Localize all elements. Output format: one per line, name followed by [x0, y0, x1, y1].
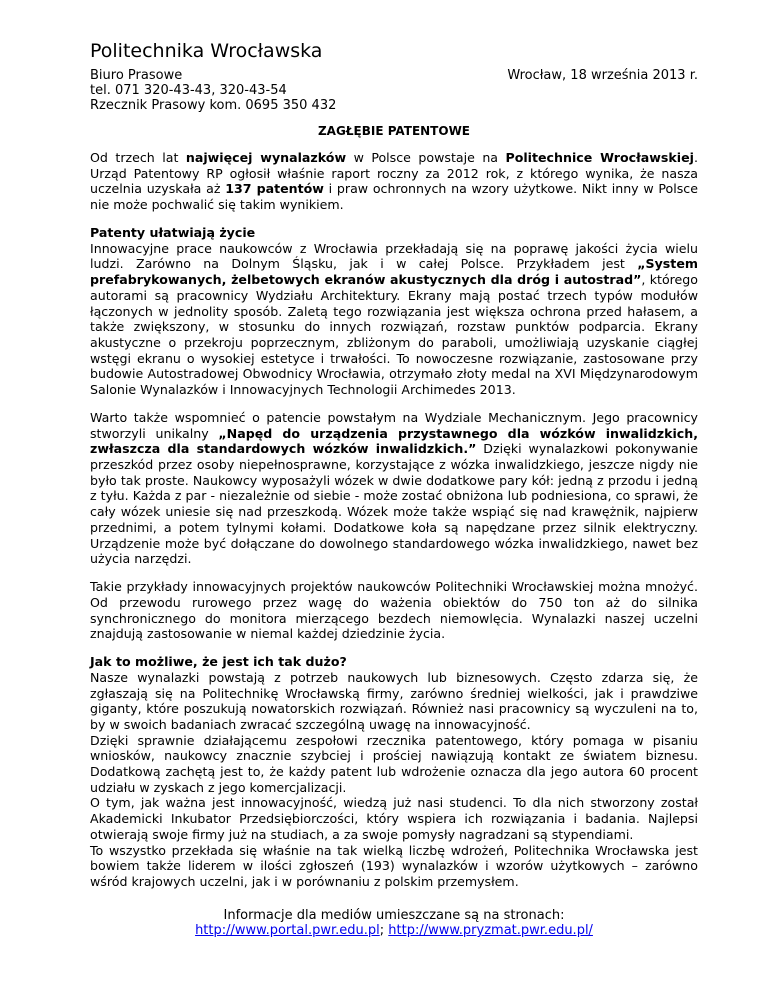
section-heading: Jak to możliwe, że jest ich tak dużo?	[90, 654, 347, 670]
document-title: ZAGŁĘBIE PATENTOWE	[317, 124, 471, 138]
pryzmat-link[interactable]: http://www.pryzmat.pwr.edu.pl/	[388, 923, 593, 938]
bold-run: najwięcej wynalazków	[185, 150, 347, 165]
organization-name: Politechnika Wrocławska	[90, 40, 323, 62]
section-patents-paragraph	[90, 225, 698, 398]
text-run: , którego autorami są pracownicy Wydziału Architektury. Ekrany mają postać trzech typów modułów łączonych w jednolity sposób. Zaletą tego rozwiązania jest większa ochrona przed hałasem, a także zwiększony, w stosunku do innych rozwiązań, rozstaw punktów podparcia. Ekrany akustyczne o przekroju poprzecznym, zbliżonym do paraboli, umożliwiają uzyskanie ciągłej wstęgi ekranu o wysokiej estetyce i trwałości. To nowoczesne rozwiązanie, zastosowane przy budowie Autostradowej Obwodnicy Wrocławia, otrzymało złoty medal na XVI Międzynarodowym Salonie Wynalazków i Innowacyjnych Technologii Archimedes 2013.	[90, 272, 698, 398]
place-and-date: Wrocław, 18 września 2013 r.	[507, 68, 698, 83]
examples-paragraph: Takie przykłady innowacyjnych projektów naukowców Politechniki Wrocławskiej można mnożyć. Od przewodu rurowego przez wagę do ważenia obiektów do 750 ton aż do silnika synchronicznego do monitora mierzącego bezdech niemowlęcia. Wynalazki naszej uczelni znajdują zastosowanie w niemal każdej dziedzinie życia.	[90, 579, 698, 642]
press-office-contact	[90, 68, 336, 113]
section-heading: Patenty ułatwiają życie	[90, 225, 256, 240]
link-separator: ;	[379, 923, 389, 938]
section-why-paragraph	[90, 654, 698, 890]
text-line: To wszystko przekłada się właśnie na tak wielką liczbę wdrożeń, Politechnika Wrocławska jest bowiem także liderem w ilości zgłoszeń (193) wynalazków i wzorów użytkowych – zarówno wśród krajowych uczelni, jak i w porównaniu z polskim przemysłem.	[90, 842, 698, 889]
text-run: . Urząd Patentowy RP ogłosił właśnie raport roczny za 2012 rok, z którego wynika, że nasza uczelnia uzyskała aż	[90, 150, 698, 197]
footer	[90, 908, 698, 938]
footer-info: Informacje dla mediów umieszczane są na stronach:	[223, 908, 565, 923]
bold-run: 137 patentów	[225, 181, 324, 197]
text-line: Nasze wynalazki powstają z potrzeb naukowych lub biznesowych. Często zdarza się, że zgłaszają się na Politechnikę Wrocławską firmy, zarówno średniej wielkości, jak i prawdziwe giganty, które poszukują nowatorskich rozwiązań. Również nasi pracownicy są wyczuleni na to, by w swoich badaniach zwracać szczególną uwagę na innowacyjność.	[90, 669, 698, 732]
footer-links	[90, 923, 698, 938]
phone-numbers: tel. 071 320-43-43, 320-43-54	[90, 83, 287, 98]
intro-paragraph	[90, 150, 698, 213]
text-run: Warto także wspomnieć o patencie powstałym na Wydziale Mechanicznym. Jego pracownicy stworzyli unikalny	[90, 409, 698, 441]
text-run: w Polsce powstaje na	[346, 150, 506, 165]
portal-link[interactable]: http://www.portal.pwr.edu.pl	[195, 923, 380, 938]
text-run: Innowacyjne prace naukowców z Wrocławia przekładają się na poprawę jakości życia wielu ludzi. Zarówno na Dolnym Śląsku, jak i w całej Polsce. Przykładem jest	[90, 240, 698, 272]
bold-run: Politechnice Wrocławskiej	[505, 150, 694, 165]
bold-run: „System prefabrykowanych, żelbetowych ekranów akustycznych dla dróg i autostrad”	[90, 256, 698, 288]
document-body	[90, 150, 698, 902]
text-run: Od trzech lat	[90, 150, 186, 165]
text-run: Dzięki wynalazkowi pokonywanie przeszkód przez osoby niepełnosprawne, korzystające z wózka inwalidzkiego, jeszcze nigdy nie było tak proste. Naukowcy wyposażyli wózek w dwie dodatkowe pary kół: jedną z przodu i jedną z tyłu. Każda z par - niezależnie od siebie - może zostać obniżona lub podniesiona, co sprawi, że cały wózek uniesie się nad przeszkodą. Wózek może także wspiąć się nad krawężnik, najpierw przednimi, a potem tylnymi kołami. Dodatkowe koła są napędzane przez silnik elektryczny. Urządzenie może być dołączane do dowolnego standardowego wózka inwalidzkiego, nawet bez użycia narzędzi.	[90, 441, 698, 567]
spokesperson-contact: Rzecznik Prasowy kom. 0695 350 432	[90, 98, 337, 113]
office-name: Biuro Prasowe	[90, 68, 183, 83]
wheelchair-paragraph	[90, 410, 698, 567]
text-run: i praw ochronnych na wzory użytkowe. Nikt inny w Polsce nie może pochwalić się takim wynikiem.	[90, 181, 698, 213]
bold-run: „Napęd do urządzenia przystawnego dla wózków inwalidzkich, zwłaszcza dla standardowych wózków inwalidzkich.”	[90, 425, 698, 457]
text-line: Dzięki sprawnie działającemu zespołowi rzecznika patentowego, który pomaga w pisaniu wniosków, naukowcy znacznie szybciej i prościej nawiązują kontakt ze światem biznesu. Dodatkową zachętą jest to, że każdy patent lub wdrożenie oznacza dla jego autora 60 procent udziału w zyskach z jego komercjalizacji.	[90, 732, 698, 795]
text-line: O tym, jak ważna jest innowacyjność, wiedzą już nasi studenci. To dla nich stworzony został Akademicki Inkubator Przedsiębiorczości, który wspiera ich rozwiązania i badania. Najlepsi otwierają swoje firmy już na studiach, a za swoje pomysły nagradzani są stypendiami.	[90, 795, 698, 842]
